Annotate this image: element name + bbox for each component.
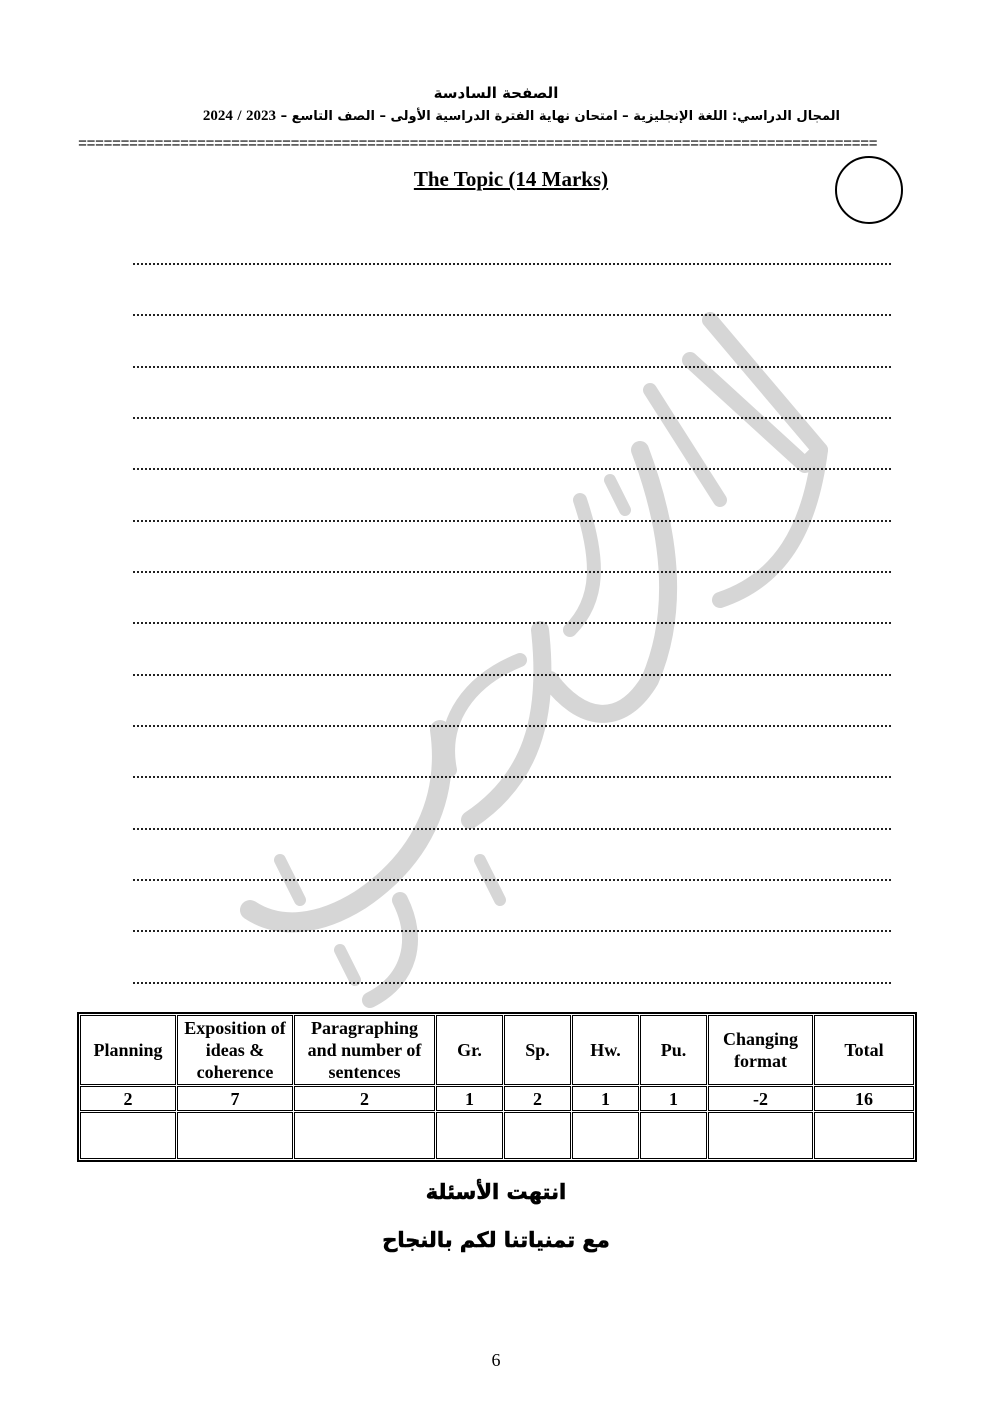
year-start: 2023 (246, 108, 277, 124)
student-mark-cell[interactable] (814, 1112, 914, 1159)
max-mark-cell: 1 (436, 1086, 503, 1110)
writing-line[interactable] (133, 571, 891, 573)
year-end: 2024 (202, 108, 233, 124)
max-mark-cell: 1 (640, 1086, 707, 1110)
writing-line[interactable] (133, 366, 891, 368)
page-number: 6 (491, 1350, 501, 1370)
separator-rule: ============================================================================================== (78, 138, 878, 152)
student-mark-cell[interactable] (640, 1112, 707, 1159)
writing-line[interactable] (133, 725, 891, 727)
score-table-header-row (80, 1015, 914, 1085)
writing-line[interactable] (133, 622, 891, 624)
header-paragraphing: Paragraphing and number of sentences (294, 1015, 435, 1085)
max-mark-cell: 1 (572, 1086, 639, 1110)
topic-title: The Topic (14 Marks) (413, 167, 609, 191)
student-mark-cell[interactable] (177, 1112, 293, 1159)
writing-line[interactable] (133, 776, 891, 778)
header-total: Total (814, 1015, 914, 1085)
writing-line[interactable] (133, 417, 891, 419)
page-label: الصفحة السادسة (433, 84, 559, 102)
max-mark-cell: 2 (80, 1086, 176, 1110)
writing-line[interactable] (133, 263, 891, 265)
mark-circle (835, 156, 903, 224)
student-mark-cell[interactable] (294, 1112, 435, 1159)
student-mark-cell[interactable] (80, 1112, 176, 1159)
writing-line[interactable] (133, 314, 891, 316)
score-table-student-row (80, 1112, 914, 1159)
writing-line[interactable] (133, 930, 891, 932)
max-mark-cell: -2 (708, 1086, 813, 1110)
writing-line[interactable] (133, 828, 891, 830)
writing-line[interactable] (133, 520, 891, 522)
score-table (77, 1012, 917, 1162)
student-mark-cell[interactable] (504, 1112, 571, 1159)
writing-line[interactable] (133, 879, 891, 881)
header-changing-format: Changing format (708, 1015, 813, 1085)
score-table-max-row (80, 1086, 914, 1110)
subject-text: المجال الدراسي: اللغة الإنجليزية – امتحان نهاية الفترة الدراسية الأولى – الصف التاسع – (280, 109, 840, 124)
header-grammar: Gr. (436, 1015, 503, 1085)
writing-line[interactable] (133, 468, 891, 470)
max-mark-cell: 2 (294, 1086, 435, 1110)
writing-line[interactable] (133, 982, 891, 984)
writing-line[interactable] (133, 674, 891, 676)
max-mark-cell: 16 (814, 1086, 914, 1110)
student-mark-cell[interactable] (436, 1112, 503, 1159)
header-punctuation: Pu. (640, 1015, 707, 1085)
watermark-image (220, 300, 840, 1020)
header-handwriting: Hw. (572, 1015, 639, 1085)
header-spelling: Sp. (504, 1015, 571, 1085)
max-mark-cell: 2 (504, 1086, 571, 1110)
exam-subject-line (150, 108, 840, 125)
year-separator: / (237, 108, 242, 124)
header-planning: Planning (80, 1015, 176, 1085)
max-mark-cell: 7 (177, 1086, 293, 1110)
header-exposition: Exposition of ideas & coherence (177, 1015, 293, 1085)
student-mark-cell[interactable] (708, 1112, 813, 1159)
end-of-questions: انتهت الأسئلة (425, 1180, 567, 1204)
good-luck-wish: مع تمنياتنا لكم بالنجاح (382, 1228, 610, 1252)
student-mark-cell[interactable] (572, 1112, 639, 1159)
